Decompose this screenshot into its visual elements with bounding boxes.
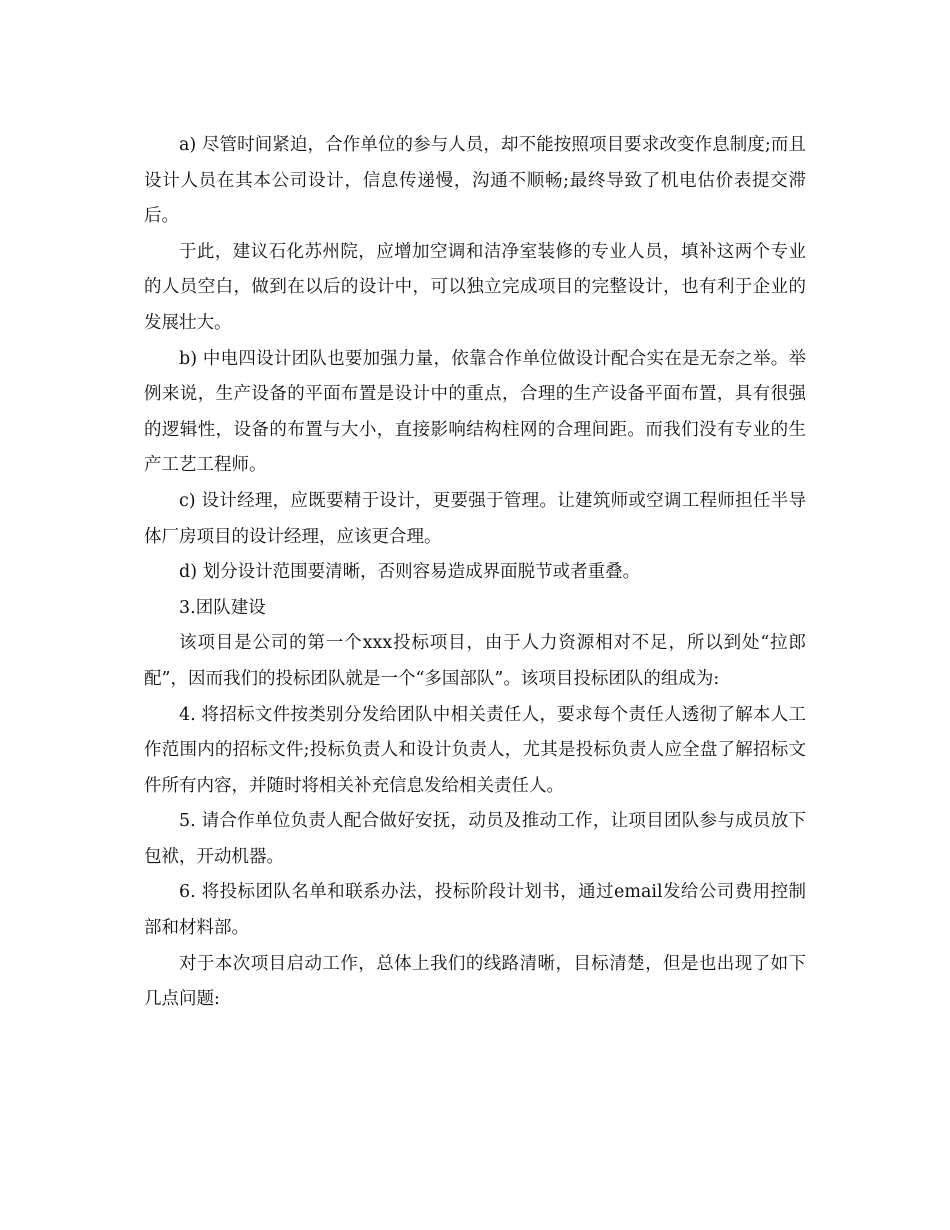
document-body xyxy=(144,128,806,1018)
paragraph-item-4: 4. 将招标文件按类别分发给团队中相关责任人，要求每个责任人透彻了解本人工作范围内的招标文件;投标负责人和设计负责人，尤其是投标负责人应全盘了解招标文件所有内容，并随时将相关补充信息发给相关责任人。 xyxy=(144,704,806,796)
section-heading-team-building: 3.团队建设 xyxy=(179,597,266,618)
paragraph-item-6: 6. 将投标团队名单和联系办法，投标阶段计划书，通过email发给公司费用控制部和材料部。 xyxy=(144,882,806,939)
paragraph-suggestion-staffing: 于此，建议石化苏州院，应增加空调和洁净室装修的专业人员，填补这两个专业的人员空白，做到在以后的设计中，可以独立完成项目的完整设计，也有利于企业的发展壮大。 xyxy=(144,241,806,333)
paragraph-c-design-manager: c) 设计经理，应既要精于设计，更要强于管理。让建筑师或空调工程师担任半导体厂房项目的设计经理，应该更合理。 xyxy=(144,490,806,547)
paragraph-item-5: 5. 请合作单位负责人配合做好安抚，动员及推动工作，让项目团队参与成员放下包袱，开动机器。 xyxy=(144,811,806,867)
paragraph-team-composition: 该项目是公司的第一个xxx投标项目，由于人力资源相对不足，所以到处“拉郎配”，因而我们的投标团队就是一个“多国部队”。该项目投标团队的组成为: xyxy=(144,633,806,689)
paragraph-b-design-team: b) 中电四设计团队也要加强力量，依靠合作单位做设计配合实在是无奈之举。举例来说，生产设备的平面布置是设计中的重点，合理的生产设备平面布置，具有很强的逻辑性，设备的布置与大小，直接影响结构柱网的合理间距。而我们没有专业的生产工艺工程师。 xyxy=(144,348,806,476)
paragraph-d-design-scope: d) 划分设计范围要清晰，否则容易造成界面脱节或者重叠。 xyxy=(179,562,641,583)
paragraph-a-schedule-issue: a) 尽管时间紧迫，合作单位的参与人员，却不能按照项目要求改变作息制度;而且设计人员在其本公司设计，信息传递慢，沟通不顺畅;最终导致了机电估价表提交滞后。 xyxy=(144,135,806,227)
paragraph-summary-issues: 对于本次项目启动工作，总体上我们的线路清晰，目标清楚，但是也出现了如下几点问题: xyxy=(144,953,806,1010)
